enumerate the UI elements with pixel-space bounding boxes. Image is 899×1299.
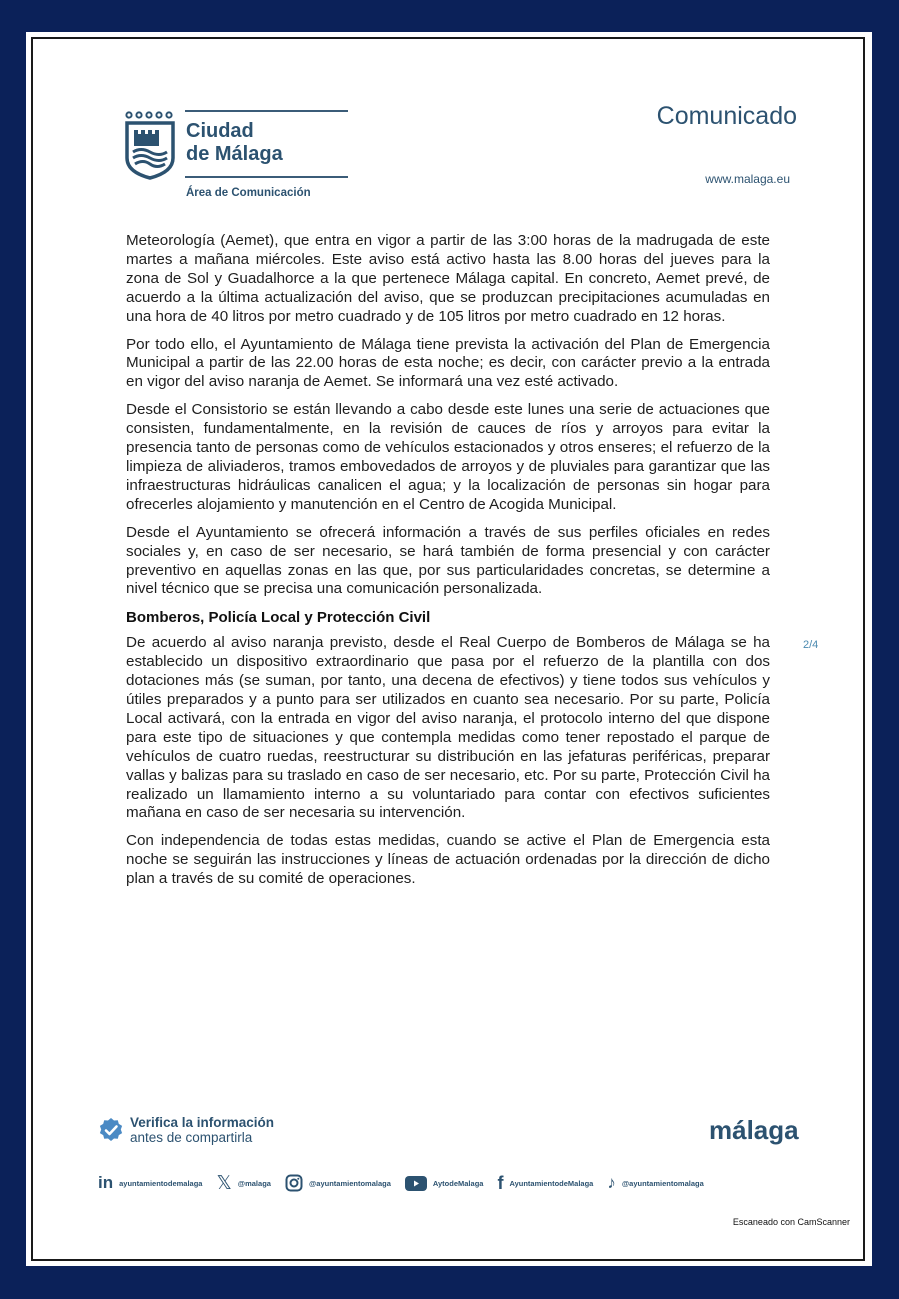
verify-line2: antes de compartirla (130, 1130, 253, 1145)
x-icon: 𝕏 (216, 1172, 232, 1194)
logo-department: Área de Comunicación (186, 187, 311, 199)
press-release-body (126, 232, 770, 898)
paragraph: Desde el Consistorio se están llevando a cabo desde este lunes una serie de actuaciones que consisten, fundamentalmente, en la revisión de cauces de ríos y arroyos para evitar la presencia tanto de personas como de vehículos estacionados y otros enseres; el refuerzo de la limpieza de aliviaderos, tramos embovedados de arroyos y de pluviales para garantizar que las infraestructuras hidráulicas canalicen el agua; y la localización de personas sin hogar para ofrecerles alojamiento y manutención en el Centro de Acogida Municipal. (126, 401, 770, 513)
social-facebook[interactable] (497, 1173, 593, 1194)
scanner-watermark: Escaneado con CamScanner (732, 1217, 850, 1227)
paragraph: Meteorología (Aemet), que entra en vigor a partir de las 3:00 horas de la madrugada de este martes a mañana miércoles. Este aviso está activo hasta las 8.00 horas del jueves para la zona de Sol y Guadalhorce a la que pertenece Málaga capital. En concreto, Aemet prevé, de acuerdo a la última actualización del aviso, que se produzcan precipitaciones acumuladas en una hora de 40 litros por metro cuadrado y de 105 litros por metro cuadrado en 12 horas. (126, 232, 770, 325)
website-link[interactable]: www.malaga.eu (705, 172, 790, 186)
social-handle: @ayuntamientomalaga (621, 1178, 704, 1188)
linkedin-icon: in (98, 1173, 114, 1192)
document-type-title: Comunicado (656, 102, 797, 130)
logo-city-name (186, 120, 283, 166)
paragraph: Desde el Ayuntamiento se ofrecerá información a través de sus perfiles oficiales en redes sociales y, en caso de ser necesario, se hará también de forma presencial y con carácter preventivo en aquellas zonas en las que, por sus particularidades concretas, se determine a nivel técnico que se precisa una comunicación personalizada. (126, 523, 770, 598)
paragraph: De acuerdo al aviso naranja previsto, desde el Real Cuerpo de Bomberos de Málaga se ha establecido un dispositivo extraordinario que pasa por el refuerzo de la plantilla con dos dotaciones más (se suman, por tanto, una decena de efectivos) y tiene todos sus vehículos y útiles preparados y a punto para ser utilizados en cuanto sea necesario. Por su parte, Policía Local activará, con la entrada en vigor del aviso naranja, el protocolo interno del que dispone para este tipo de situaciones y que contempla medidas como tener repostado el parque de vehículos de cuatro ruedas, reestructurar su distribución en las jefaturas periféricas, preparar vallas y balizas para su traslado en caso de ser necesario, etc. Por su parte, Protección Civil ha realizado un llamamiento interno a su voluntariado para contar con efectivos suficientes mañana en caso de ser necesaria su intervención. (126, 634, 770, 822)
tiktok-icon: ♪ (607, 1173, 616, 1192)
social-handle: ayuntamientodemalaga (119, 1178, 203, 1188)
social-youtube[interactable] (405, 1176, 484, 1191)
logo-name-line1: Ciudad (186, 120, 254, 142)
facebook-icon: f (497, 1172, 504, 1193)
section-heading: Bomberos, Policía Local y Protección Civil (126, 609, 431, 627)
logo-rule-bottom (185, 176, 348, 178)
malaga-brand-logo: málaga (709, 1115, 799, 1145)
logo-name-line2: de Málaga (186, 143, 283, 165)
social-handle: AytodeMalaga (432, 1178, 484, 1188)
coat-of-arms-icon (124, 108, 176, 180)
paragraph: Con independencia de todas estas medidas, cuando se active el Plan de Emergencia esta noche se seguirán las instrucciones y líneas de actuación ordenadas por la dirección de dicho plan a través de su comité de operaciones. (126, 832, 770, 888)
verified-badge-icon (98, 1117, 124, 1143)
logo-rule-top (185, 110, 348, 112)
social-handle: @ayuntamientomalaga (308, 1178, 391, 1188)
youtube-icon (405, 1176, 427, 1191)
social-instagram[interactable] (285, 1174, 391, 1192)
page-number: 2/4 (803, 639, 819, 651)
social-tiktok[interactable] (607, 1173, 703, 1193)
social-handle: @malaga (237, 1178, 271, 1188)
social-media-bar (98, 1172, 718, 1194)
verify-line1: Verifica la información (130, 1115, 275, 1130)
paragraph: Por todo ello, el Ayuntamiento de Málaga tiene prevista la activación del Plan de Emergencia Municipal a partir de las 22.00 horas de esta noche; es decir, con carácter previo a la entrada en vigor del aviso naranja de Aemet. Se informará una vez esté activado. (126, 335, 770, 391)
social-handle: AyuntamientodeMalaga (509, 1178, 594, 1188)
social-linkedin[interactable] (98, 1173, 202, 1193)
social-x[interactable] (216, 1172, 270, 1195)
instagram-icon (285, 1174, 303, 1192)
